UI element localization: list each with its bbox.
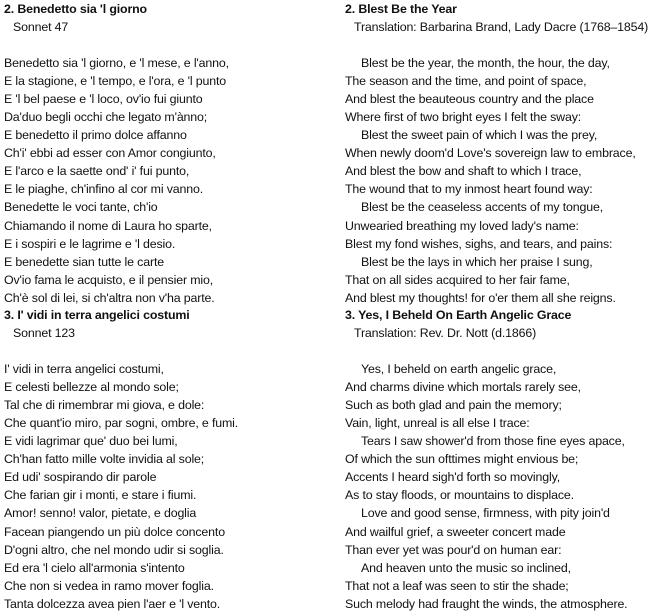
poem-body [4,360,329,613]
poem-line: Blest be the ceaseless accents of my tongue, [361,200,604,215]
poem-line: I' vidi in terra angelici costumi, [4,362,164,377]
poem-section-translation-dacre [345,0,660,307]
poem-number: 2. [345,2,356,16]
poem-number: 3. [4,308,15,322]
poem-line: Chiamando il nome di Laura ho sparte, [4,218,212,233]
poem-line: Benedette le voci tante, ch'io [4,200,158,215]
poem-line: Of which the sun ofttimes might envious be; [345,452,579,467]
poem-body [4,54,329,307]
poem-line: Than ever yet was pour'd on human ear: [345,542,562,557]
poem-line: Tal che di rimembrar mi giova, e dole: [4,398,205,413]
poem-line: Blest my fond wishes, sighs, and tears, and pains: [345,236,613,251]
poem-line: Facean piangendo un più dolce concento [4,524,225,539]
poem-line: When newly doom'd Love's sovereign law to embrace, [345,146,636,161]
poem-line: Yes, I beheld on earth angelic grace, [361,362,557,377]
poem-line: Ov'io fama le acquisto, e il pensier mio, [4,272,214,287]
poem-line: E benedetto il primo dolce affanno [4,128,187,143]
poem-line: And blest the beauteous country and the place [345,92,594,107]
poem-line: E la stagione, e 'l tempo, e l'ora, e 'l punto [4,74,226,89]
poem-line: Such melody had fraught the winds, the atmosphere. [345,596,628,611]
poem-title: I' vidi in terra angelici costumi [17,308,190,322]
poem-line: E le piaghe, ch'infino al cor mi vanno. [4,182,204,197]
poem-line: E celesti bellezze al mondo sole; [4,380,179,395]
poem-line: Amor! senno! valor, pietate, e doglia [4,506,197,521]
poem-line: Tears I saw shower'd from those fine eyes apace, [361,434,625,449]
poem-line: And charms divine which mortals rarely see, [345,380,581,395]
poem-subtitle: Sonnet 123 [13,326,75,341]
poem-title: Blest Be the Year [358,2,457,16]
poem-line: Ed udi' sospirando dir parole [4,470,157,485]
poem-line: Vain, light, unreal is all else I trace: [345,416,530,431]
poem-line: D'ogni altro, che nel mondo udir si soglia. [4,542,224,557]
poem-title: Yes, I Beheld On Earth Angelic Grace [358,308,572,322]
poem-line: Blest be the lays in which her praise I sung, [361,254,593,269]
poem-line: Ed era 'l cielo all'armonia s'intento [4,560,185,575]
poem-subtitle: Sonnet 47 [13,20,69,35]
poem-line: Such as both glad and pain the memory; [345,398,562,413]
poem-line: Che farian gir i monti, e stare i fiumi. [4,488,197,503]
poem-line: Love and good sense, firmness, with pity join'd [361,506,610,521]
poem-line: E vidi lagrimar que' duo bei lumi, [4,434,178,449]
poem-line: The wound that to my inmost heart found way: [345,182,593,197]
poem-line: That not a leaf was seen to stir the shade; [345,578,569,593]
poem-line: Tanta dolcezza avea pien l'aer e 'l vento. [4,596,221,611]
poem-line: E 'l bel paese e 'l loco, ov'io fui giunto [4,92,203,107]
poem-line: E i sospiri e le lagrime e 'l desio. [4,236,176,251]
poem-title: Benedetto sia 'l giorno [17,2,147,16]
poem-line: Che quant'io miro, par sogni, ombre, e fumi. [4,416,239,431]
poem-line: Che non si vedea in ramo mover foglia. [4,578,214,593]
poem-line: And heaven unto the music so inclined, [361,560,571,575]
poem-line: The season and the time, and point of space, [345,74,587,89]
poem-line: E benedette sian tutte le carte [4,254,164,269]
poem-line: Accents I heard sigh'd forth so movingly, [345,470,560,485]
poem-section-italian-123 [4,306,329,613]
poem-line: Ch'è sol di lei, si ch'altra non v'ha parte. [4,290,215,305]
poem-line: Benedetto sia 'l giorno, e 'l mese, e l'anno, [4,56,229,71]
poem-line: Unwearied breathing my loved lady's name: [345,218,579,233]
poem-line: As to stay floods, or mountains to displace. [345,488,574,503]
poem-line: Da'duo begli occhi che legato m'ànno; [4,110,208,125]
poem-number: 3. [345,308,356,322]
poem-heading [4,306,329,324]
poem-subtitle: Translation: Rev. Dr. Nott (d.1866) [354,326,537,341]
poem-line: And wailful grief, a sweeter concert made [345,524,566,539]
poem-heading [345,306,660,324]
poem-line: That on all sides acquired to her fair fame, [345,272,570,287]
poem-number: 2. [4,2,15,16]
poem-section-translation-nott [345,306,660,613]
poem-heading [4,0,329,18]
poem-line: Ch'i' ebbi ad esser con Amor congiunto, [4,146,216,161]
poem-section-italian-47 [4,0,329,307]
poem-line: Blest be the year, the month, the hour, the day, [361,56,610,71]
poem-line: And blest my thoughts! for o'er them all she reigns. [345,290,616,305]
poem-body [345,54,660,307]
poem-line: And blest the bow and shaft to which I trace, [345,164,582,179]
poem-line: E l'arco e la saette ond' i' fui punto, [4,164,190,179]
poem-line: Where first of two bright eyes I felt the sway: [345,110,582,125]
poem-subtitle: Translation: Barbarina Brand, Lady Dacre (1768–1854) [354,20,649,35]
poem-body [345,360,660,613]
poem-heading [345,0,660,18]
poem-line: Blest the sweet pain of which I was the prey, [361,128,598,143]
poem-line: Ch'han fatto mille volte invidia al sole; [4,452,205,467]
